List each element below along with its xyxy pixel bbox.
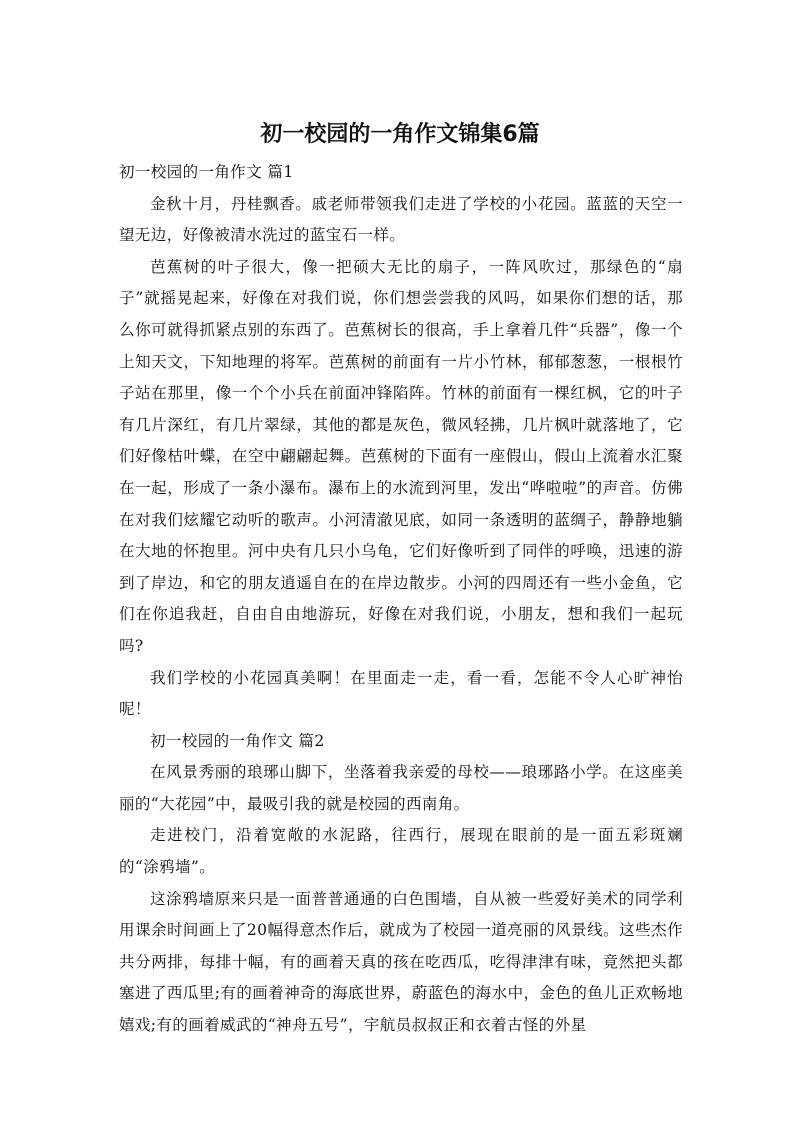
paragraph: 在风景秀丽的琅琊山脚下，坐落着我亲爱的母校——琅琊路小学。在这座美丽的“大花园”中，最吸引我的就是校园的西南角。 xyxy=(119,763,683,813)
document-body xyxy=(119,157,683,1042)
document-title: 初一校园的一角作文锦集6篇 xyxy=(260,122,540,147)
paragraph: 芭蕉树的叶子很大，像一把硕大无比的扇子，一阵风吹过，那绿色的“扇子”就摇晃起来，好像在对我们说，你们想尝尝我的风吗，如果你们想的话，那么你可就得抓紧点别的东西了。芭蕉树长的很高，手上拿着几件“兵器”，像一个上知天文，下知地理的将军。芭蕉树的前面有一片小竹林，郁郁葱葱，一根根竹子站在那里，像一个个小兵在前面冲锋陷阵。竹林的前面有一棵红枫，它的叶子有几片深红，有几片翠绿，其他的都是灰色，微风轻拂，几片枫叶就落地了，它们好像枯叶蝶，在空中翩翩起舞。芭蕉树的下面有一座假山，假山上流着水汇聚在一起，形成了一条小瀑布。瀑布上的水流到河里，发出“哗啦啦”的声音。仿佛在对我们炫耀它动听的歌声。小河清澈见底，如同一条透明的蓝绸子，静静地躺在大地的怀抱里。河中央有几只小乌龟，它们好像听到了同伴的呼唤，迅速的游到了岸边，和它的朋友逍遥自在的在岸边散步。小河的四周还有一些小金鱼，它们在你追我赶，自由自由地游玩，好像在对我们说，小朋友，想和我们一起玩吗? xyxy=(119,257,683,655)
paragraph: 这涂鸦墙原来只是一面普普通通的白色围墙，自从被一些爱好美术的同学利用课余时间画上了20幅得意杰作后，就成为了校园一道亮丽的风景线。这些杰作共分两排，每排十幅，有的画着天真的孩在吃西瓜，吃得津津有味，竟然把头都塞进了西瓜里;有的画着神奇的海底世界，蔚蓝色的海水中，金色的鱼儿正欢畅地嬉戏;有的画着威武的“神舟五号”，宇航员叔叔正和衣着古怪的外星 xyxy=(119,889,683,1035)
paragraph: 我们学校的小花园真美啊！在里面走一走，看一看，怎能不令人心旷神怡呢！ xyxy=(119,668,683,719)
paragraph: 金秋十月，丹桂飘香。戚老师带领我们走进了学校的小花园。蓝蓝的天空一望无边，好像被清水洗过的蓝宝石一样。 xyxy=(119,194,683,245)
section-heading: 初一校园的一角作文 篇1 xyxy=(119,163,294,181)
section-heading: 初一校园的一角作文 篇2 xyxy=(150,731,325,750)
paragraph: 走进校门，沿着宽敞的水泥路，往西行，展现在眼前的是一面五彩斑斓的“涂鸦墙”。 xyxy=(119,826,683,877)
